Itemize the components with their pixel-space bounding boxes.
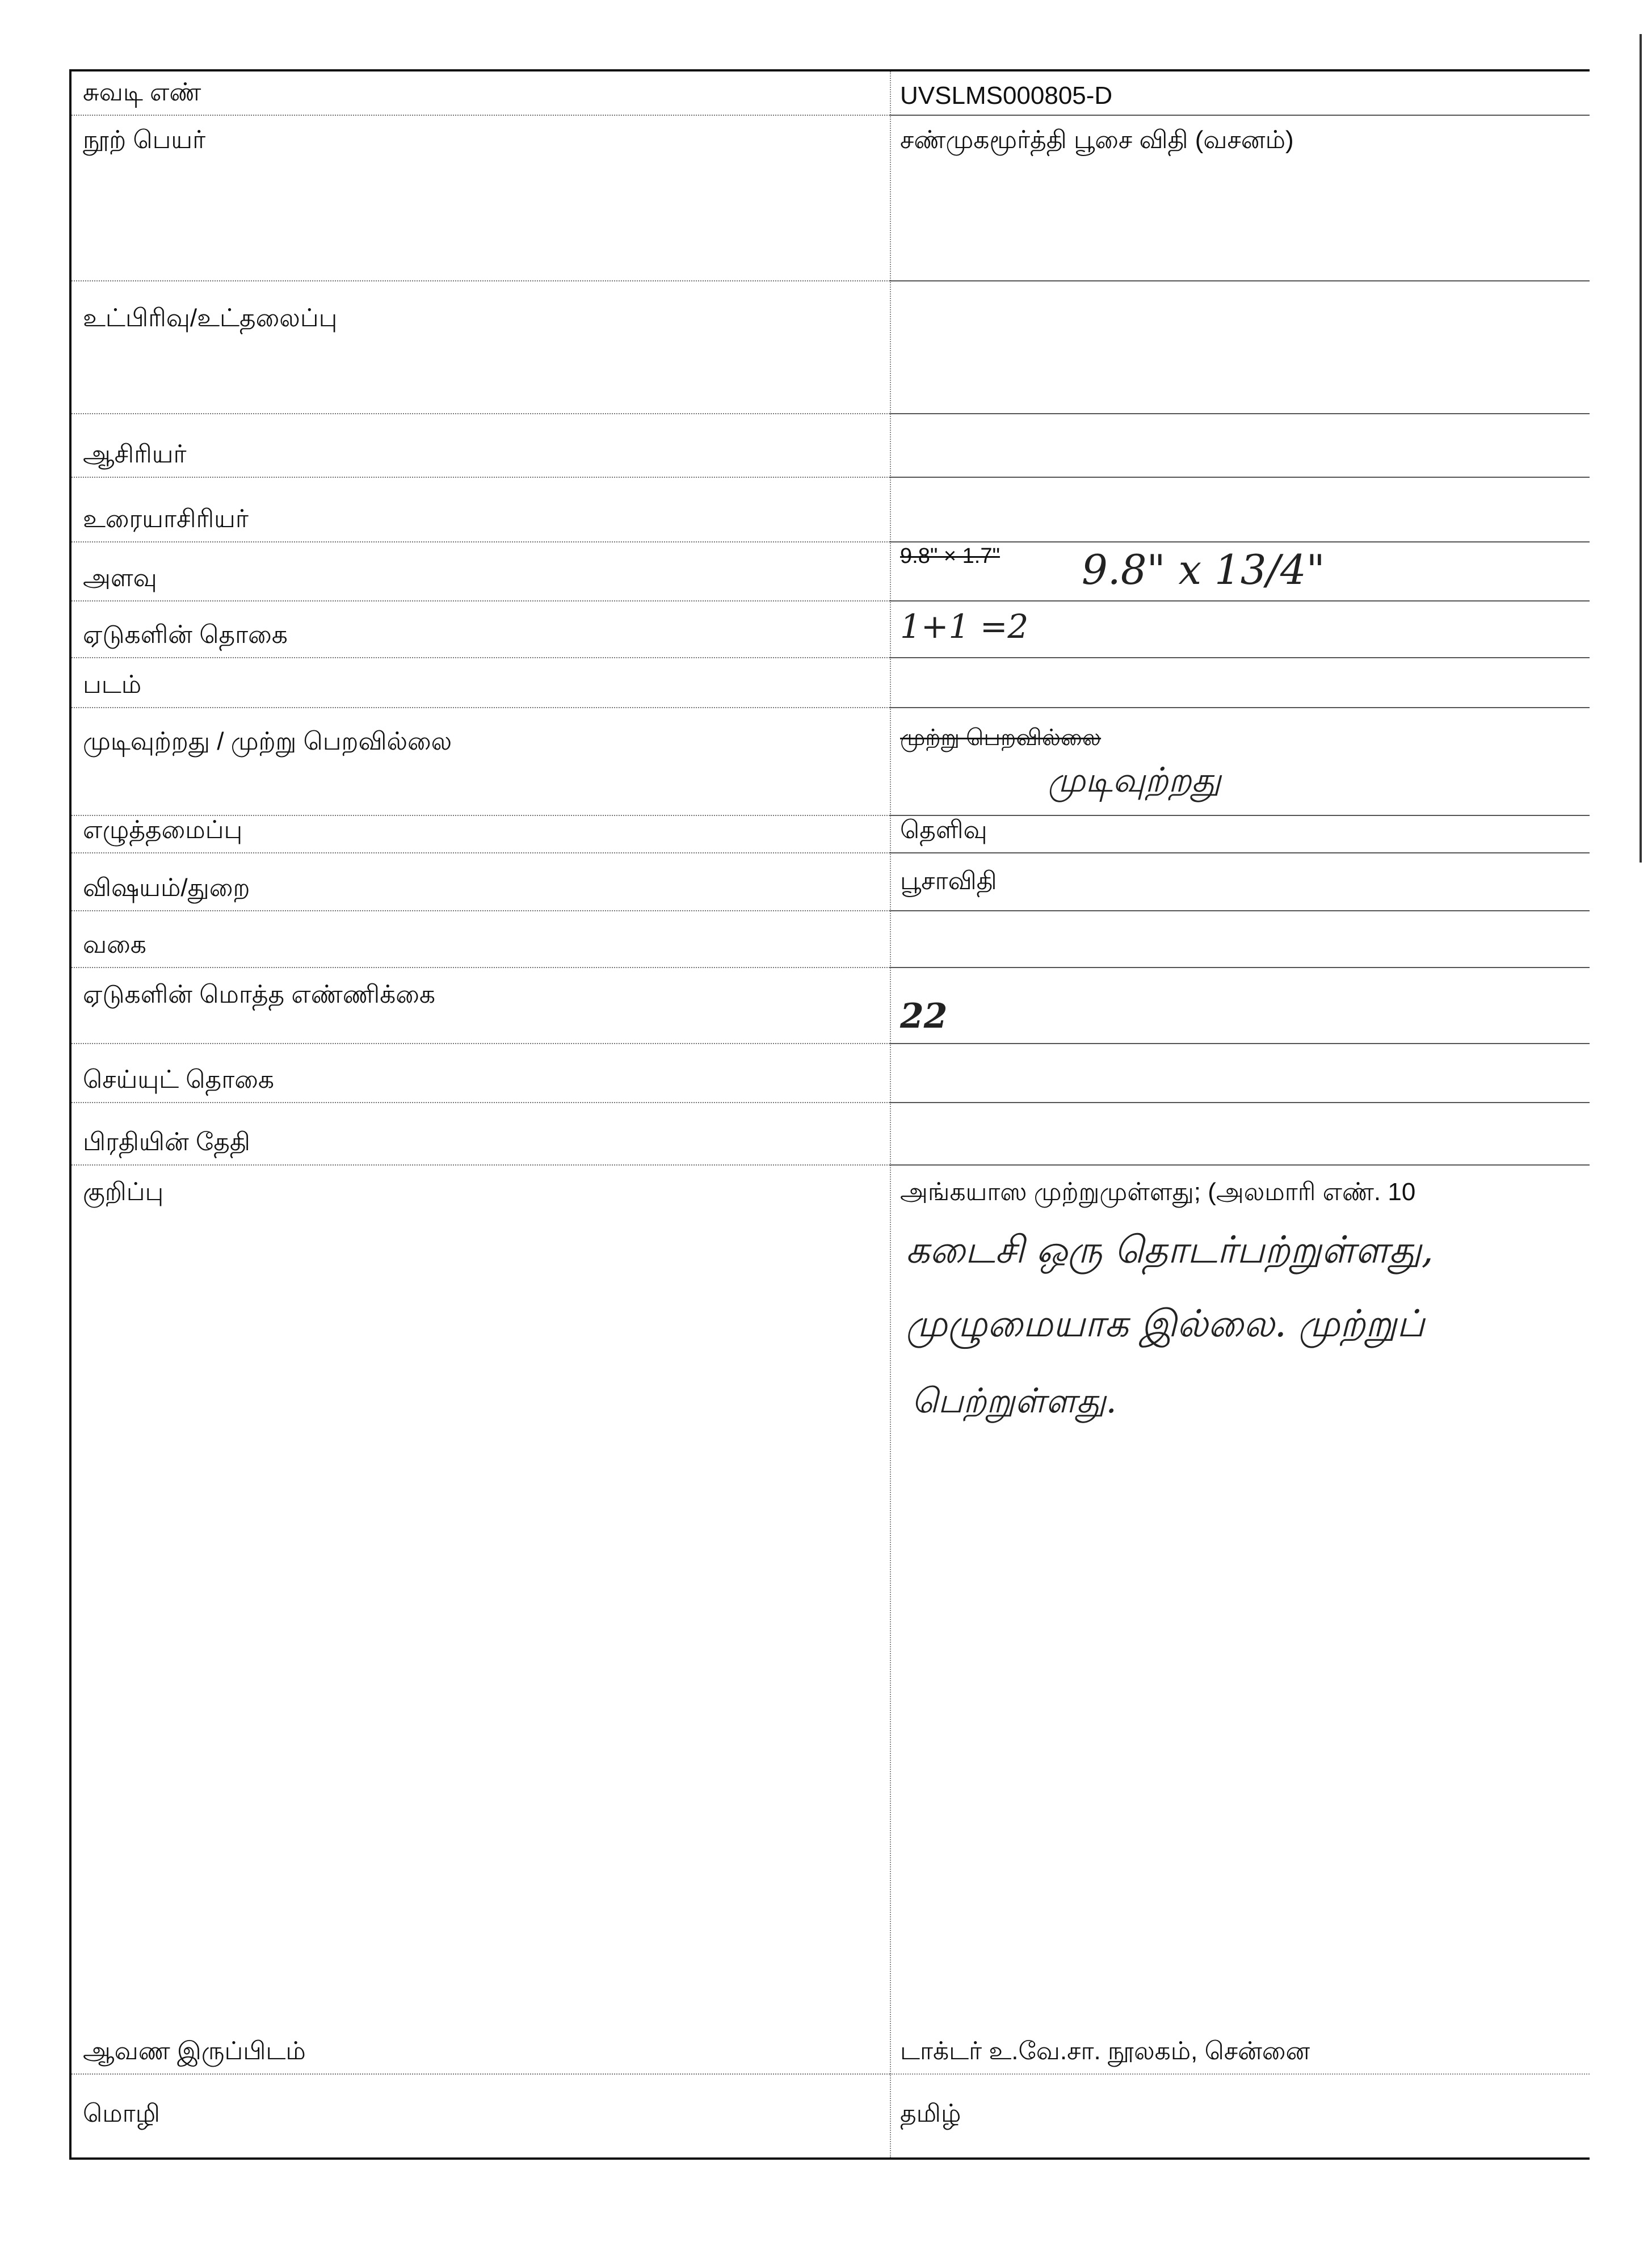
row-size <box>72 542 1590 601</box>
value-completion-printed: முற்று பெறவில்லை <box>900 725 1102 750</box>
label-size: அளவு <box>83 564 157 592</box>
notes-handwritten-line-1: கடைசி ஒரு தொடர்பற்றுள்ளது, <box>906 1228 1434 1272</box>
value-subject: பூசாவிதி <box>900 867 997 895</box>
label-commentator: உரையாசிரியர் <box>83 505 249 533</box>
value-notes-printed: அங்கயாஸ முற்றுமுள்ளது; (அலமாரி எண். 10 <box>900 1178 1416 1206</box>
label-subdivision: உட்பிரிவு/உட்தலைப்பு <box>83 304 338 332</box>
row-author <box>72 414 1590 478</box>
row-leaf-count <box>72 601 1590 658</box>
value-script-quality: தெளிவு <box>900 816 987 844</box>
label-title: நூற் பெயர் <box>83 126 206 154</box>
notes-handwritten-line-2: முழுமையாக இல்லை. முற்றுப் <box>906 1302 1425 1345</box>
row-subject <box>72 853 1590 911</box>
row-language <box>72 2075 1590 2154</box>
row-verse-count <box>72 1044 1590 1103</box>
value-completion-handwritten: முடிவுற்றது <box>1048 760 1221 800</box>
label-verse-count: செய்யுட் தொகை <box>83 1066 274 1093</box>
row-category <box>72 911 1590 968</box>
scan-edge-line <box>1640 34 1642 863</box>
row-completion <box>72 708 1590 816</box>
label-language: மொழி <box>83 2100 160 2127</box>
value-repository: டாக்டர் உ.வே.சா. நூலகம், சென்னை <box>900 2037 1310 2065</box>
label-notes: குறிப்பு <box>83 1178 164 1206</box>
row-copy-date <box>72 1103 1590 1166</box>
value-manuscript-id: UVSLMS000805-D <box>900 82 1113 110</box>
label-manuscript-id: சுவடி எண் <box>83 78 201 106</box>
label-subject: விஷயம்/துறை <box>83 874 250 902</box>
label-total-leaves: ஏடுகளின் மொத்த எண்ணிக்கை <box>83 981 436 1008</box>
label-repository: ஆவண இருப்பிடம் <box>83 2037 306 2065</box>
row-commentator <box>72 478 1590 542</box>
notes-handwritten-line-3: பெற்றுள்ளது. <box>911 1381 1117 1421</box>
value-leaf-count-handwritten: 1+1 =2 <box>900 607 1029 646</box>
label-copy-date: பிரதியின் தேதி <box>83 1128 250 1156</box>
row-manuscript-id <box>72 71 1590 116</box>
row-script-quality <box>72 816 1590 853</box>
value-size-printed: 9.8" × 1.7" <box>900 544 1000 568</box>
row-notes <box>72 1166 1590 2011</box>
label-script-quality: எழுத்தமைப்பு <box>83 816 243 844</box>
label-illustration: படம் <box>83 671 142 699</box>
label-category: வகை <box>83 931 146 958</box>
row-repository <box>72 2011 1590 2075</box>
label-author: ஆசிரியர் <box>83 440 187 468</box>
value-size-handwritten: 9.8" x 13/4" <box>1082 546 1325 594</box>
value-total-leaves-handwritten: 22 <box>900 996 948 1036</box>
label-completion: முடிவுற்றது / முற்று பெறவில்லை <box>83 727 452 755</box>
value-language: தமிழ் <box>900 2100 961 2127</box>
value-title: சண்முகமூர்த்தி பூசை விதி (வசனம்) <box>900 126 1294 154</box>
row-subdivision <box>72 281 1590 414</box>
row-illustration <box>72 658 1590 708</box>
row-total-leaves <box>72 968 1590 1044</box>
catalog-form <box>69 69 1590 2160</box>
label-leaf-count: ஏடுகளின் தொகை <box>83 621 288 649</box>
row-title <box>72 116 1590 281</box>
